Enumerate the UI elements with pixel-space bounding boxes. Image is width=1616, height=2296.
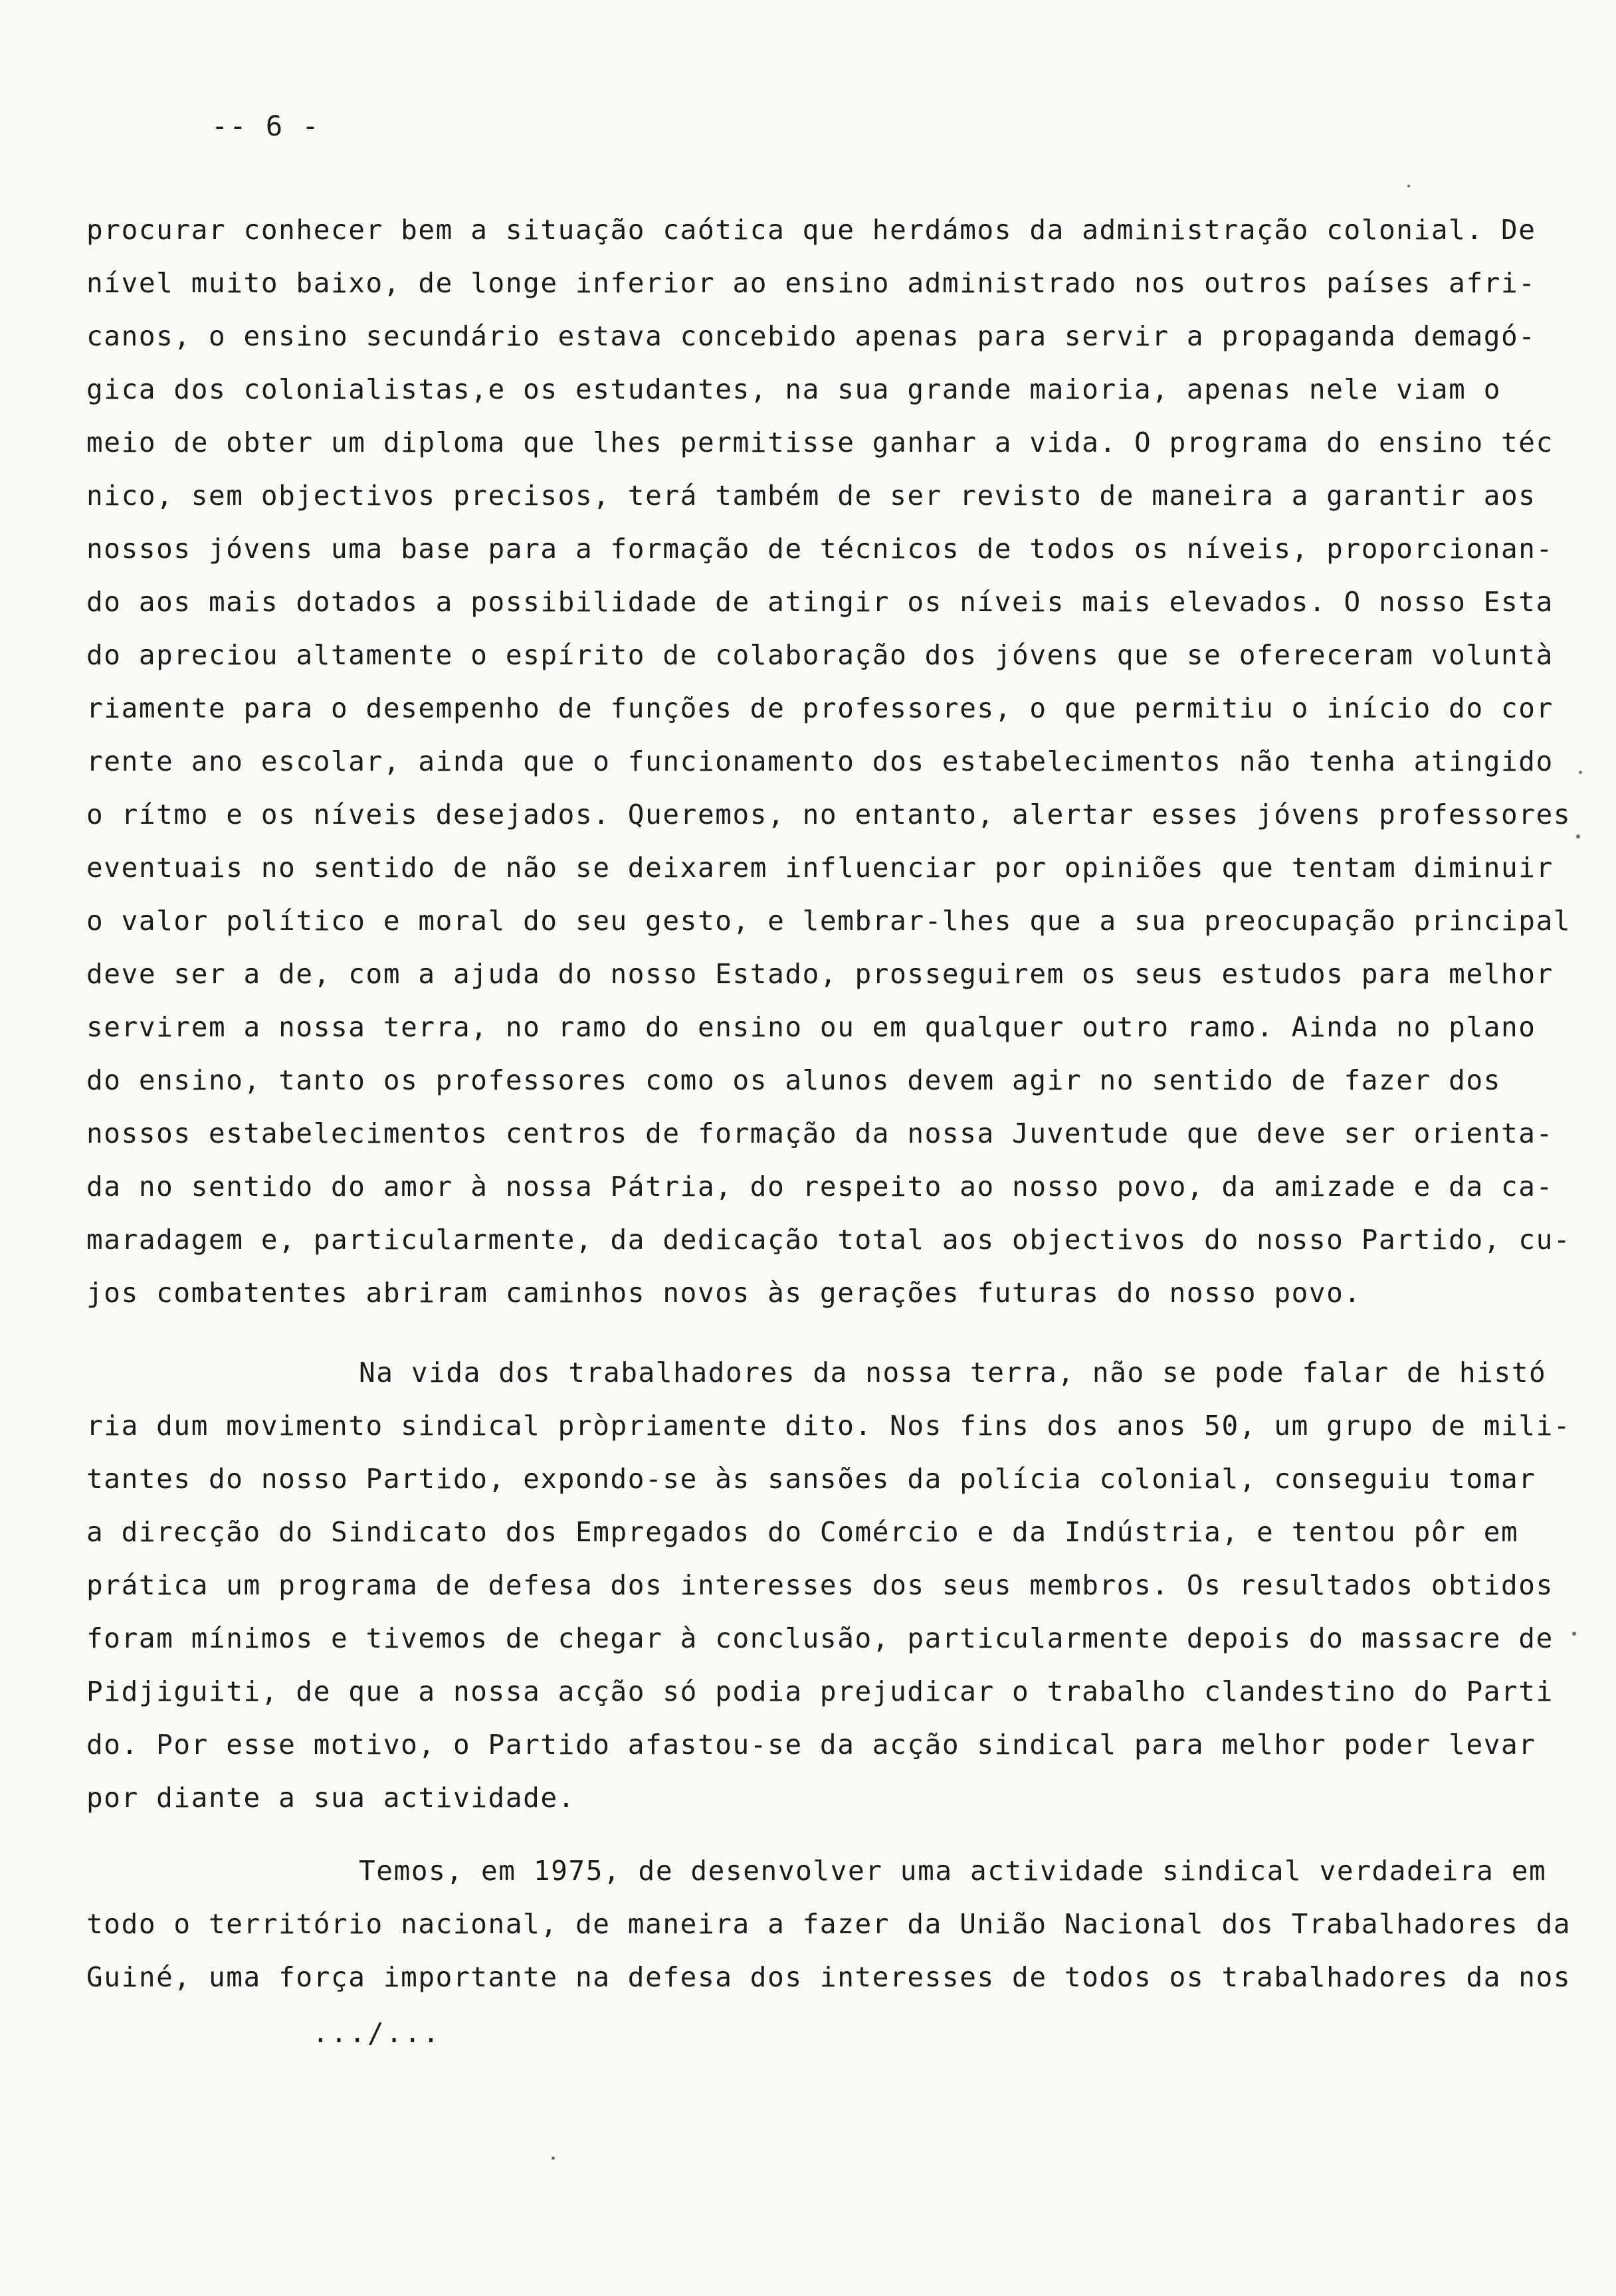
paragraph-line: o valor político e moral do seu gesto, e lembrar-lhes que a sua preocupação principal (86, 905, 1571, 937)
paragraph-line: foram mínimos e tivemos de chegar à conclusão, particularmente depois do massacre de (86, 1622, 1554, 1654)
paragraph-line: canos, o ensino secundário estava concebido apenas para servir a propaganda demagó- (86, 320, 1536, 352)
paragraph-line: do apreciou altamente o espírito de colaboração dos jóvens que se ofereceram voluntà (86, 639, 1554, 671)
paragraph-line: nível muito baixo, de longe inferior ao ensino administrado nos outros países afri- (86, 267, 1536, 299)
paragraph-line: gica dos colonialistas,e os estudantes, na sua grande maioria, apenas nele viam o (86, 373, 1502, 405)
paragraph-line: prática um programa de defesa dos interesses dos seus membros. Os resultados obtidos (86, 1569, 1554, 1601)
paragraph-line: todo o território nacional, de maneira a fazer da União Nacional dos Trabalhadores da (86, 1908, 1571, 1940)
paragraph-line: do aos mais dotados a possibilidade de atingir os níveis mais elevados. O nosso Esta (86, 586, 1554, 618)
paragraph-line: maradagem e, particularmente, da dedicação total aos objectivos do nosso Partido, cu- (86, 1224, 1571, 1256)
paragraph-line: eventuais no sentido de não se deixarem influenciar por opiniões que tentam diminuir (86, 852, 1554, 884)
paragraph-line: da no sentido do amor à nossa Pátria, do respeito ao nosso povo, da amizade e da ca- (86, 1171, 1554, 1202)
paragraph-line: Pidjiguiti, de que a nossa acção só podia prejudicar o trabalho clandestino do Parti (86, 1675, 1554, 1707)
continuation-mark: .../... (312, 2017, 441, 2049)
paragraph-line: riamente para o desempenho de funções de professores, o que permitiu o início do cor (86, 692, 1554, 724)
paragraph-line: por diante a sua actividade. (86, 1782, 575, 1814)
paragraph-line: a direcção do Sindicato dos Empregados do Comércio e da Indústria, e tentou pôr em (86, 1516, 1519, 1548)
paragraph-line: nossos estabelecimentos centros de formação da nossa Juventude que deve ser orienta- (86, 1117, 1554, 1149)
page-number: -- 6 - (211, 110, 320, 142)
paragraph-line: meio de obter um diploma que lhes permitisse ganhar a vida. O programa do ensino téc (86, 427, 1554, 458)
paragraph-line: procurar conhecer bem a situação caótica que herdámos da administração colonial. De (86, 214, 1536, 246)
scan-speck (1407, 185, 1410, 187)
paragraph-line: nico, sem objectivos precisos, terá também de ser revisto de maneira a garantir aos (86, 480, 1536, 512)
paragraph-line: Na vida dos trabalhadores da nossa terra, não se pode falar de histó (359, 1357, 1547, 1388)
scan-speck (1579, 771, 1582, 774)
scan-speck (1572, 1632, 1576, 1636)
paragraph-line: tantes do nosso Partido, expondo-se às sansões da polícia colonial, conseguiu tomar (86, 1463, 1536, 1495)
paragraph-line: deve ser a de, com a ajuda do nosso Estado, prosseguirem os seus estudos para melhor (86, 958, 1554, 990)
scan-speck (552, 2156, 555, 2160)
paragraph-line: ria dum movimento sindical pròpriamente dito. Nos fins dos anos 50, um grupo de mili- (86, 1410, 1571, 1442)
paragraph-line: do. Por esse motivo, o Partido afastou-se da acção sindical para melhor poder levar (86, 1729, 1536, 1761)
paragraph-line: servirem a nossa terra, no ramo do ensino ou em qualquer outro ramo. Ainda no plano (86, 1011, 1536, 1043)
paragraph-line: do ensino, tanto os professores como os alunos devem agir no sentido de fazer dos (86, 1064, 1502, 1096)
paragraph-line: o rítmo e os níveis desejados. Queremos, no entanto, alertar esses jóvens professores (86, 799, 1571, 830)
paragraph-line: Temos, em 1975, de desenvolver uma actividade sindical verdadeira em (359, 1855, 1547, 1887)
paragraph-line: rente ano escolar, ainda que o funcionamento dos estabelecimentos não tenha atingido (86, 745, 1554, 777)
scan-speck (1576, 834, 1580, 838)
paragraph-line: nossos jóvens uma base para a formação de técnicos de todos os níveis, proporcionan- (86, 533, 1554, 565)
paragraph-line: Guiné, uma força importante na defesa dos interesses de todos os trabalhadores da nos (86, 1961, 1571, 1993)
paragraph-line: jos combatentes abriram caminhos novos às gerações futuras do nosso povo. (86, 1277, 1362, 1309)
